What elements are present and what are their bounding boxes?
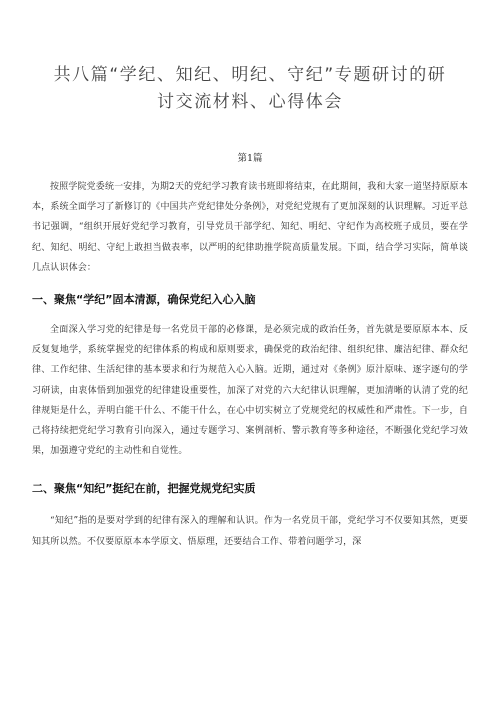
document-title-line-1: 共八篇“学纪、知纪、明纪、守纪”专题研讨的研	[53, 65, 447, 85]
section-2-paragraph: “知纪”指的是要对学到的纪律有深入的理解和认识。作为一名党员干部，党纪学习不仅要知其然，更要知其所以然。不仅要原原本本学原文、悟原理，还要结合工作、带着问题学习，深	[32, 516, 468, 547]
part-label: 第1篇	[237, 153, 263, 164]
document-title-line-2: 讨交流材料、心得体会	[157, 92, 343, 112]
intro-paragraph: 按照学院党委统一安排，为期2天的党纪学习教育读书班即将结束，在此期间，我和大家一道坚持原原本本，系统全面学习了新修订的《中国共产党纪律处分条例》，对党纪党规有了更加深刻的认识理解。习近平总书记强调，“组织开展好党纪学习教育，引导党员干部学纪、知纪、明纪、守纪作为高校班子成员，要在学纪、知纪、明纪、守纪上敢担当做表率，以严明的纪律助推学院高质量发展。下面，结合学习实际，简单谈几点认识体会：	[32, 182, 468, 273]
section-1-paragraph: 全面深入学习党的纪律是每一名党员干部的必修课，是必须完成的政治任务，首先就是要原原本本、反反复复地学，系统掌握党的纪律体系的构成和原则要求，确保党的政治纪律、组织纪律、廉洁纪律、群众纪律、工作纪律、生活纪律的基本要求和行为规范入心入脑。近期，通过对《条例》原汁原味、逐字逐句的学习研读，由衷体悟到加强党的纪律建设重要性，加深了对党的六大纪律认识理解，更加清晰的认清了党的纪律规矩是什么，弄明白能干什么、不能干什么，在心中切实树立了党规党纪的权威性和严肃性。下一步，自己将持续把党纪学习教育引向深入，通过专题学习、案例剖析、警示教育等多种途径，不断强化党纪学习效果，加强遵守党纪的主动性和自觉性。	[32, 325, 468, 457]
section-heading-2: 二、聚焦“知纪”挺纪在前，把握党规党纪实质	[32, 482, 256, 496]
document-title	[32, 62, 468, 116]
section-heading-1: 一、聚焦“学纪”固本清源，确保党纪入心入脑	[32, 293, 256, 307]
